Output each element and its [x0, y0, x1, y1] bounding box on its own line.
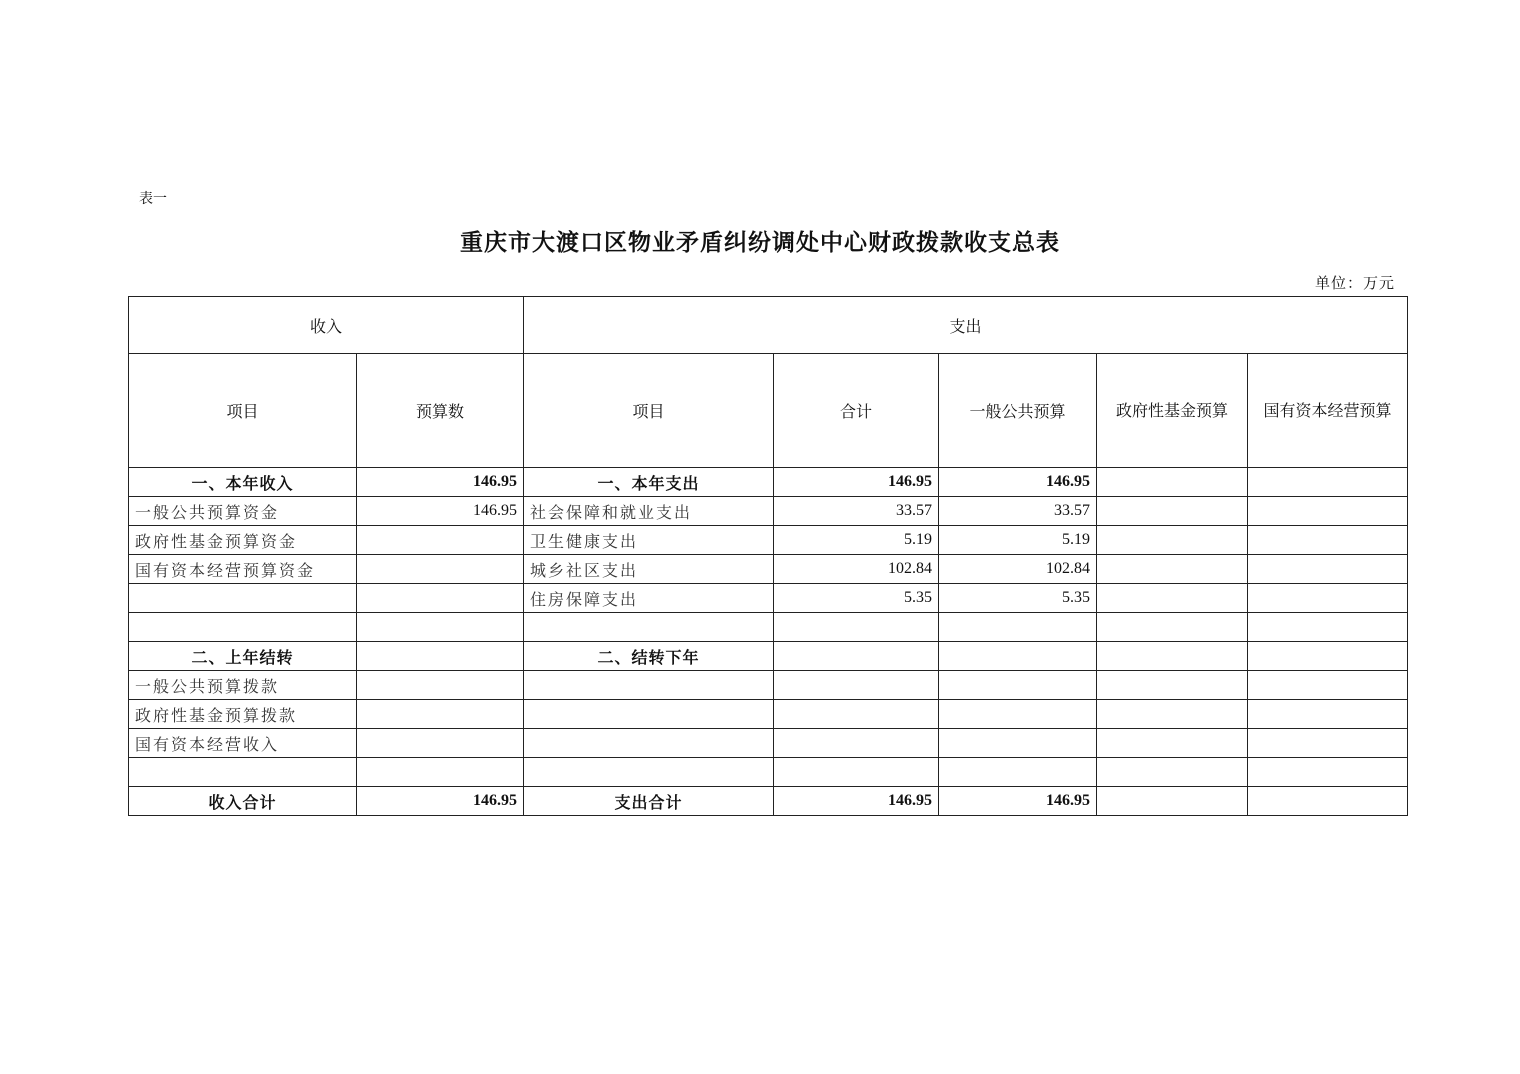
table-row — [129, 468, 1408, 497]
col-header-state-capital-budget: 国有资本经营预算 — [1248, 354, 1408, 468]
cell-gov-fund-budget — [1097, 555, 1248, 584]
cell-income-item — [129, 758, 357, 787]
col-header-general-budget: 一般公共预算 — [939, 354, 1097, 468]
cell-gov-fund-budget — [1097, 468, 1248, 497]
cell-gov-fund-budget — [1097, 671, 1248, 700]
cell-total: 5.35 — [774, 584, 939, 613]
cell-state-capital-budget — [1248, 555, 1408, 584]
cell-total — [774, 758, 939, 787]
cell-budget-amount: 146.95 — [357, 497, 524, 526]
table-row — [129, 613, 1408, 642]
cell-income-item: 一般公共预算拨款 — [129, 671, 357, 700]
cell-budget-amount — [357, 642, 524, 671]
cell-expense-item: 支出合计 — [524, 787, 774, 816]
cell-expense-item: 二、结转下年 — [524, 642, 774, 671]
cell-state-capital-budget — [1248, 613, 1408, 642]
cell-expense-item — [524, 671, 774, 700]
cell-general-budget: 146.95 — [939, 468, 1097, 497]
cell-expense-item: 卫生健康支出 — [524, 526, 774, 555]
cell-state-capital-budget — [1248, 642, 1408, 671]
header-columns-row — [129, 354, 1408, 468]
cell-state-capital-budget — [1248, 584, 1408, 613]
cell-total: 146.95 — [774, 787, 939, 816]
table-row — [129, 497, 1408, 526]
cell-budget-amount — [357, 758, 524, 787]
table-row — [129, 729, 1408, 758]
cell-state-capital-budget — [1248, 758, 1408, 787]
table-row — [129, 526, 1408, 555]
cell-budget-amount — [357, 555, 524, 584]
cell-state-capital-budget — [1248, 700, 1408, 729]
budget-table — [128, 296, 1408, 816]
table-row — [129, 671, 1408, 700]
cell-income-item — [129, 613, 357, 642]
cell-state-capital-budget — [1248, 671, 1408, 700]
cell-budget-amount — [357, 584, 524, 613]
cell-budget-amount — [357, 671, 524, 700]
cell-income-item: 政府性基金预算拨款 — [129, 700, 357, 729]
cell-gov-fund-budget — [1097, 787, 1248, 816]
cell-total — [774, 671, 939, 700]
cell-gov-fund-budget — [1097, 497, 1248, 526]
col-header-total: 合计 — [774, 354, 939, 468]
cell-expense-item — [524, 613, 774, 642]
cell-gov-fund-budget — [1097, 584, 1248, 613]
cell-budget-amount: 146.95 — [357, 787, 524, 816]
cell-general-budget: 5.19 — [939, 526, 1097, 555]
cell-budget-amount — [357, 526, 524, 555]
cell-gov-fund-budget — [1097, 613, 1248, 642]
table-row — [129, 700, 1408, 729]
cell-income-item — [129, 584, 357, 613]
table-row — [129, 787, 1408, 816]
table-row — [129, 555, 1408, 584]
income-group-header: 收入 — [129, 297, 524, 354]
cell-general-budget: 146.95 — [939, 787, 1097, 816]
cell-gov-fund-budget — [1097, 700, 1248, 729]
col-header-gov-fund-budget: 政府性基金预算 — [1097, 354, 1248, 468]
cell-state-capital-budget — [1248, 526, 1408, 555]
cell-general-budget — [939, 642, 1097, 671]
unit-label: 单位：万元 — [1314, 274, 1395, 292]
cell-state-capital-budget — [1248, 497, 1408, 526]
cell-expense-item — [524, 729, 774, 758]
cell-budget-amount: 146.95 — [357, 468, 524, 497]
cell-budget-amount — [357, 729, 524, 758]
cell-total: 102.84 — [774, 555, 939, 584]
table-row — [129, 642, 1408, 671]
cell-state-capital-budget — [1248, 729, 1408, 758]
table-row — [129, 584, 1408, 613]
cell-expense-item: 社会保障和就业支出 — [524, 497, 774, 526]
col-header-budget-amount: 预算数 — [357, 354, 524, 468]
cell-general-budget — [939, 758, 1097, 787]
cell-general-budget: 33.57 — [939, 497, 1097, 526]
cell-gov-fund-budget — [1097, 758, 1248, 787]
cell-expense-item: 住房保障支出 — [524, 584, 774, 613]
expense-group-header: 支出 — [524, 297, 1408, 354]
col-header-expense-item: 项目 — [524, 354, 774, 468]
cell-general-budget: 5.35 — [939, 584, 1097, 613]
cell-gov-fund-budget — [1097, 729, 1248, 758]
cell-total: 146.95 — [774, 468, 939, 497]
cell-total: 5.19 — [774, 526, 939, 555]
cell-general-budget — [939, 700, 1097, 729]
cell-income-item: 国有资本经营预算资金 — [129, 555, 357, 584]
cell-income-item: 一、本年收入 — [129, 468, 357, 497]
cell-expense-item — [524, 700, 774, 729]
table-row — [129, 758, 1408, 787]
document-title: 重庆市大渡口区物业矛盾纠纷调处中心财政拨款收支总表 — [460, 229, 1060, 256]
cell-income-item: 二、上年结转 — [129, 642, 357, 671]
cell-state-capital-budget — [1248, 468, 1408, 497]
cell-state-capital-budget — [1248, 787, 1408, 816]
cell-expense-item: 一、本年支出 — [524, 468, 774, 497]
cell-income-item: 国有资本经营收入 — [129, 729, 357, 758]
col-header-income-item: 项目 — [129, 354, 357, 468]
table-number-label: 表一 — [139, 191, 167, 207]
cell-total — [774, 642, 939, 671]
cell-general-budget: 102.84 — [939, 555, 1097, 584]
cell-gov-fund-budget — [1097, 642, 1248, 671]
cell-total — [774, 729, 939, 758]
cell-income-item: 一般公共预算资金 — [129, 497, 357, 526]
cell-total — [774, 700, 939, 729]
cell-total: 33.57 — [774, 497, 939, 526]
cell-general-budget — [939, 671, 1097, 700]
cell-budget-amount — [357, 700, 524, 729]
cell-budget-amount — [357, 613, 524, 642]
cell-income-item: 收入合计 — [129, 787, 357, 816]
cell-total — [774, 613, 939, 642]
cell-income-item: 政府性基金预算资金 — [129, 526, 357, 555]
cell-expense-item — [524, 758, 774, 787]
cell-general-budget — [939, 729, 1097, 758]
cell-general-budget — [939, 613, 1097, 642]
cell-expense-item: 城乡社区支出 — [524, 555, 774, 584]
cell-gov-fund-budget — [1097, 526, 1248, 555]
header-group-row — [129, 297, 1408, 354]
